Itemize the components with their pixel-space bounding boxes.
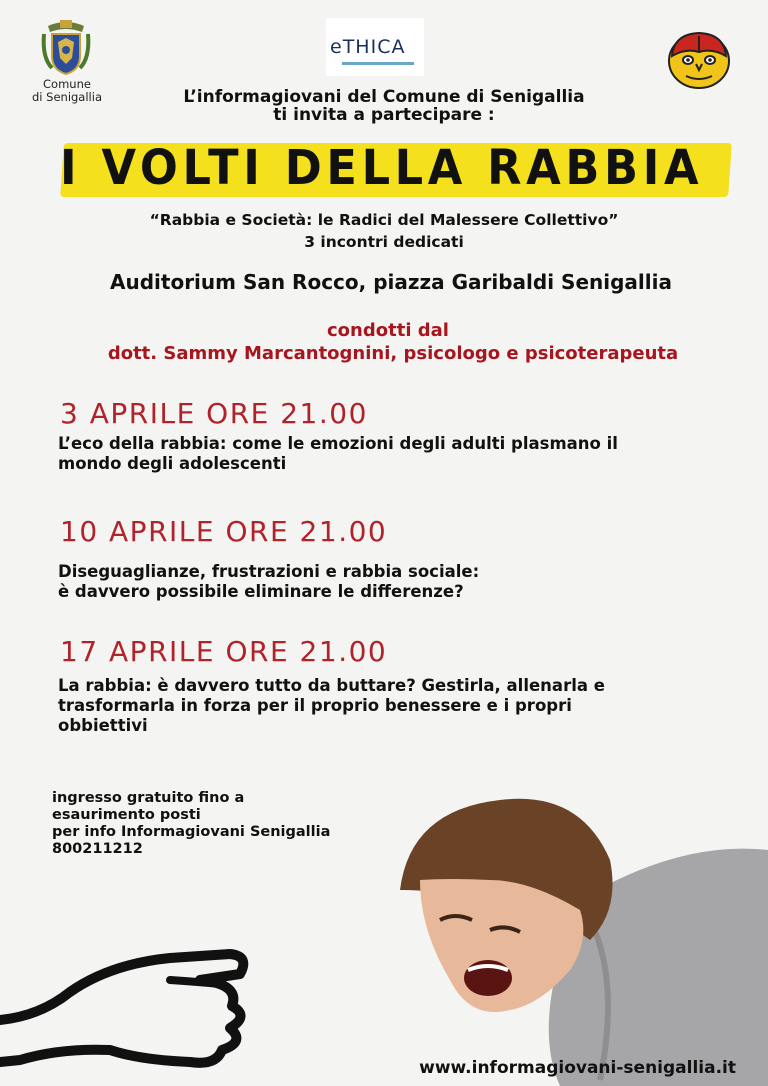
conductor-intro: condotti dal bbox=[327, 320, 449, 341]
ethica-logo-text: eTHICA bbox=[330, 36, 406, 58]
venue: Auditorium San Rocco, piazza Garibaldi Senigallia bbox=[110, 270, 672, 294]
event-date-1: 3 APRILE ORE 21.00 bbox=[60, 397, 368, 430]
conductor-name: dott. Sammy Marcantognini, psicologo e psicoterapeuta bbox=[107, 343, 679, 364]
event-topic-1: L’eco della rabbia: come le emozioni degli adulti plasmano il mondo degli adolescenti bbox=[58, 434, 618, 473]
event-date-2: 10 APRILE ORE 21.00 bbox=[60, 515, 388, 548]
shouting-person-image bbox=[380, 780, 768, 1086]
page-title: I VOLTI DELLA RABBIA bbox=[60, 140, 704, 196]
ethica-logo-underline bbox=[342, 62, 414, 65]
event-topic-2: Diseguaglianze, frustrazioni e rabbia sociale: è davvero possibile eliminare le differenze? bbox=[58, 562, 480, 601]
event-date-3: 17 APRILE ORE 21.00 bbox=[60, 635, 388, 668]
info-block: ingresso gratuito fino a esaurimento posti per info Informagiovani Senigallia 800211212 bbox=[52, 790, 331, 857]
mask-face-icon bbox=[666, 28, 732, 90]
comune-label: Comune di Senigallia bbox=[32, 77, 102, 104]
website-url[interactable]: www.informagiovani-senigallia.it bbox=[419, 1058, 736, 1078]
comune-crest-icon bbox=[38, 18, 94, 80]
pointing-hand-drawing bbox=[0, 920, 360, 1070]
subtitle: “Rabbia e Società: le Radici del Malessere Collettivo” bbox=[149, 211, 619, 229]
intro-text: L’informagiovani del Comune di Senigallia ti invita a partecipare : bbox=[183, 87, 585, 125]
meetings-count: 3 incontri dedicati bbox=[304, 233, 464, 251]
event-topic-3: La rabbia: è davvero tutto da buttare? Gestirla, allenarla e trasformarla in forza per il proprio benessere e i propri obbiettivi bbox=[58, 676, 605, 735]
